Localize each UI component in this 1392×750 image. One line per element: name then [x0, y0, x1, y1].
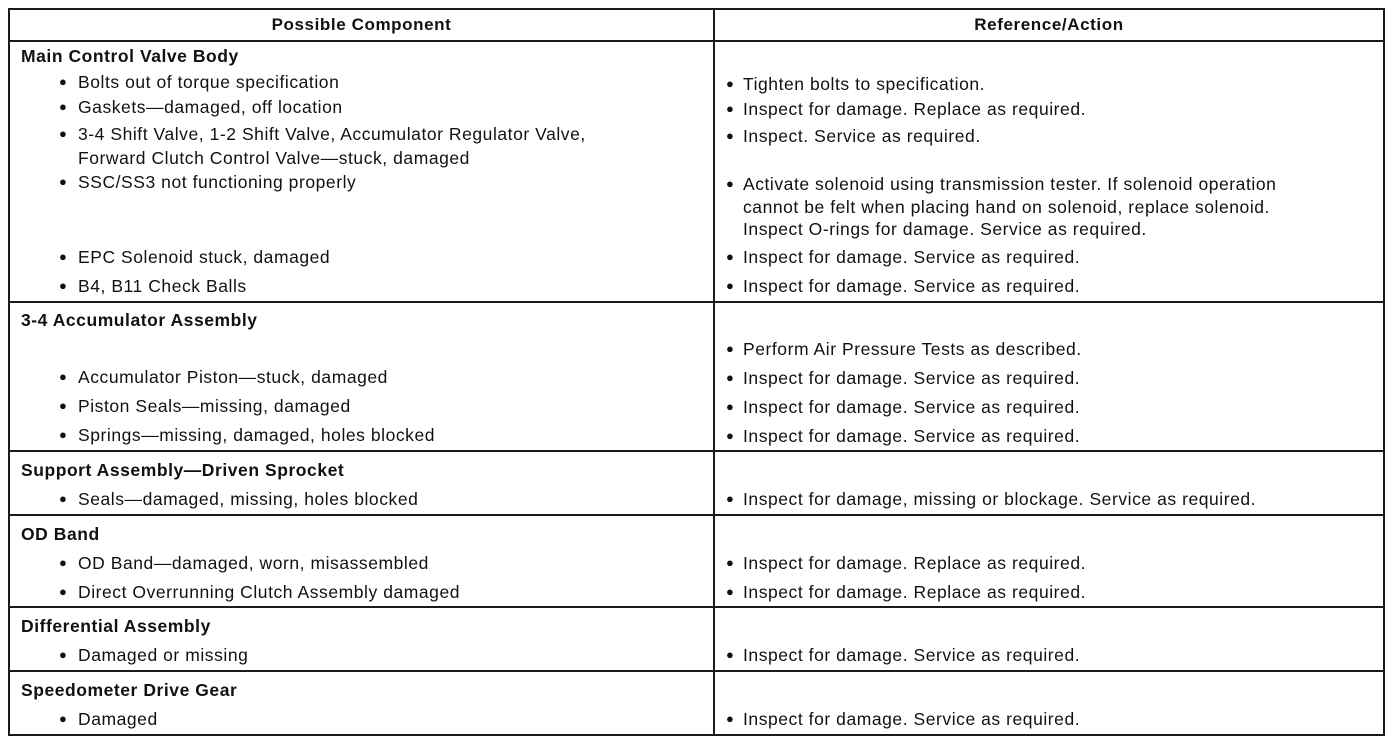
- action-item: Inspect for damage. Replace as required.: [743, 99, 1087, 119]
- bullet-icon: ●: [726, 711, 735, 726]
- bullet-icon: ●: [59, 427, 68, 442]
- action-cell: [714, 607, 1384, 671]
- action-cell: [714, 671, 1384, 735]
- action-item-continued: Inspect O-rings for damage. Service as required.: [743, 219, 1147, 239]
- action-item: Inspect for damage. Service as required.: [743, 276, 1081, 296]
- action-item: Inspect for damage. Replace as required.: [743, 553, 1087, 573]
- bullet-icon: ●: [726, 584, 735, 599]
- header-reference-action: Reference/Action: [714, 9, 1384, 41]
- component-item: Direct Overrunning Clutch Assembly damaged: [78, 582, 461, 602]
- bullet-icon: ●: [59, 711, 68, 726]
- bullet-icon: ●: [59, 555, 68, 570]
- action-item: Inspect for damage. Service as required.: [743, 368, 1081, 388]
- header-possible-component: Possible Component: [9, 9, 714, 41]
- bullet-icon: ●: [726, 428, 735, 443]
- component-item: Gaskets—damaged, off location: [78, 97, 343, 117]
- bullet-icon: ●: [726, 176, 735, 191]
- bullet-icon: ●: [726, 399, 735, 414]
- component-item: SSC/SS3 not functioning properly: [78, 172, 357, 192]
- action-item: Inspect for damage. Service as required.: [743, 247, 1081, 267]
- bullet-icon: ●: [59, 584, 68, 599]
- bullet-icon: ●: [59, 369, 68, 384]
- table-header-row: [9, 9, 1384, 41]
- action-cell: [714, 515, 1384, 607]
- action-item: Inspect for damage. Service as required.: [743, 709, 1081, 729]
- action-item: Inspect for damage, missing or blockage. Service as required.: [743, 489, 1257, 509]
- bullet-icon: ●: [59, 398, 68, 413]
- component-item: Accumulator Piston—stuck, damaged: [78, 367, 388, 387]
- section-accumulator-assembly: [9, 302, 1384, 451]
- component-item: Damaged: [78, 709, 158, 729]
- action-item: Activate solenoid using transmission tester. If solenoid operation: [743, 174, 1277, 194]
- action-item: Inspect. Service as required.: [743, 126, 981, 146]
- bullet-icon: ●: [726, 555, 735, 570]
- section-title: Speedometer Drive Gear: [21, 680, 238, 700]
- bullet-icon: ●: [59, 278, 68, 293]
- component-item: B4, B11 Check Balls: [78, 276, 247, 296]
- component-cell: [9, 451, 714, 515]
- bullet-icon: ●: [59, 74, 68, 89]
- section-title: OD Band: [21, 524, 100, 544]
- bullet-icon: ●: [726, 647, 735, 662]
- component-item-continued: Forward Clutch Control Valve—stuck, damaged: [78, 148, 470, 168]
- section-main-control-valve-body: [9, 41, 1384, 302]
- section-differential-assembly: [9, 607, 1384, 671]
- action-item: Tighten bolts to specification.: [743, 74, 986, 94]
- component-item: OD Band—damaged, worn, misassembled: [78, 553, 429, 573]
- action-item: Perform Air Pressure Tests as described.: [743, 339, 1082, 359]
- bullet-icon: ●: [726, 76, 735, 91]
- bullet-icon: ●: [726, 491, 735, 506]
- section-speedometer-drive-gear: [9, 671, 1384, 735]
- action-cell: [714, 41, 1384, 302]
- component-item: Seals—damaged, missing, holes blocked: [78, 489, 419, 509]
- action-cell: [714, 302, 1384, 451]
- section-support-assembly: [9, 451, 1384, 515]
- bullet-icon: ●: [726, 341, 735, 356]
- component-cell: [9, 41, 714, 302]
- bullet-icon: ●: [59, 174, 68, 189]
- bullet-icon: ●: [59, 99, 68, 114]
- bullet-icon: ●: [726, 128, 735, 143]
- section-title: 3-4 Accumulator Assembly: [21, 310, 258, 330]
- bullet-icon: ●: [726, 101, 735, 116]
- component-item: Piston Seals—missing, damaged: [78, 396, 351, 416]
- bullet-icon: ●: [726, 370, 735, 385]
- action-item-continued: cannot be felt when placing hand on solenoid, replace solenoid.: [743, 197, 1270, 217]
- component-item: Springs—missing, damaged, holes blocked: [78, 425, 436, 445]
- diagnosis-table: [8, 8, 1385, 736]
- bullet-icon: ●: [59, 491, 68, 506]
- bullet-icon: ●: [726, 278, 735, 293]
- action-item: Inspect for damage. Service as required.: [743, 426, 1081, 446]
- component-cell: [9, 515, 714, 607]
- bullet-icon: ●: [59, 126, 68, 141]
- component-item: Bolts out of torque specification: [78, 72, 340, 92]
- component-cell: [9, 671, 714, 735]
- bullet-icon: ●: [59, 249, 68, 264]
- component-item: Damaged or missing: [78, 645, 249, 665]
- component-item: 3-4 Shift Valve, 1-2 Shift Valve, Accumulator Regulator Valve,: [78, 124, 586, 144]
- action-item: Inspect for damage. Service as required.: [743, 645, 1081, 665]
- bullet-icon: ●: [726, 249, 735, 264]
- bullet-icon: ●: [59, 647, 68, 662]
- section-title: Support Assembly—Driven Sprocket: [21, 460, 345, 480]
- action-item: Inspect for damage. Replace as required.: [743, 582, 1087, 602]
- action-item: Inspect for damage. Service as required.: [743, 397, 1081, 417]
- component-cell: [9, 607, 714, 671]
- action-cell: [714, 451, 1384, 515]
- section-title: Differential Assembly: [21, 616, 211, 636]
- section-title: Main Control Valve Body: [21, 46, 239, 66]
- component-item: EPC Solenoid stuck, damaged: [78, 247, 331, 267]
- component-cell: [9, 302, 714, 451]
- section-od-band: [9, 515, 1384, 607]
